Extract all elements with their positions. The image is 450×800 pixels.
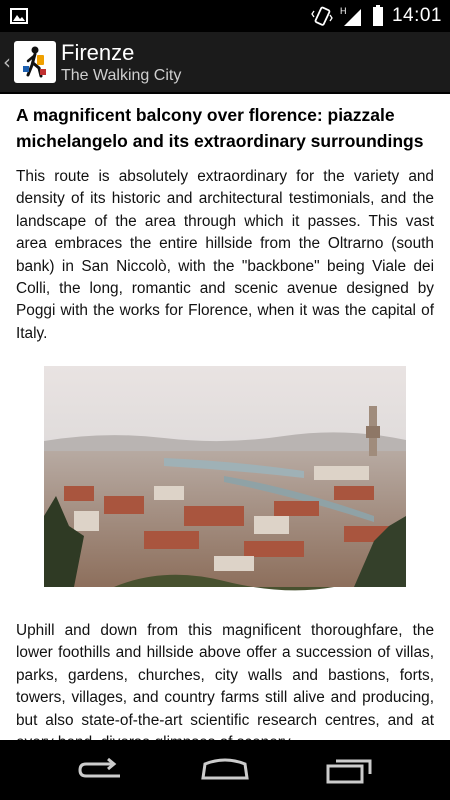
network-type-label: H [339, 6, 347, 16]
walking-person-icon [14, 41, 56, 83]
app-logo[interactable] [14, 41, 56, 83]
florence-panorama-photo [44, 366, 406, 587]
app-subtitle: The Walking City [61, 67, 182, 84]
article-scroll-view[interactable] [0, 94, 450, 740]
home-icon[interactable] [195, 752, 255, 788]
navigation-bar [0, 740, 450, 800]
back-icon[interactable] [70, 752, 130, 788]
recent-apps-icon[interactable] [320, 752, 380, 788]
image-icon [10, 8, 28, 24]
signal-icon [340, 5, 364, 27]
chevron-left-icon[interactable]: ‹ [3, 50, 11, 74]
action-bar [0, 32, 450, 94]
vibrate-icon [312, 5, 332, 27]
status-bar [0, 0, 450, 32]
app-title: Firenze [61, 40, 135, 65]
article-heading: A magnificent balcony over florence: piazzale michelangelo and its extraordinary surroundings [16, 105, 424, 151]
battery-icon [372, 5, 384, 27]
article-paragraph: This route is absolutely extraordinary for the variety and density of its historic and architectural testimonials, and the landscape of the area through which it passes. This vast area embraces the entire hillside from the Oltrarno (south bank) in San Niccolò, with the "backbone" being Viale dei Colli, the long, romantic and scenic avenue designed by Poggi with the works for Florence, when it was the capital of Italy. [16, 168, 434, 342]
article-paragraph: Uphill and down from this magnificent thoroughfare, the lower foothills and hillside above offer a succession of villas, parks, gardens, churches, city walls and bastions, forts, towers, villages, and country farms still alive and producing, but also state-of-the-art scientific research centres, and at [16, 622, 434, 729]
clock: 14:01 [391, 5, 442, 26]
